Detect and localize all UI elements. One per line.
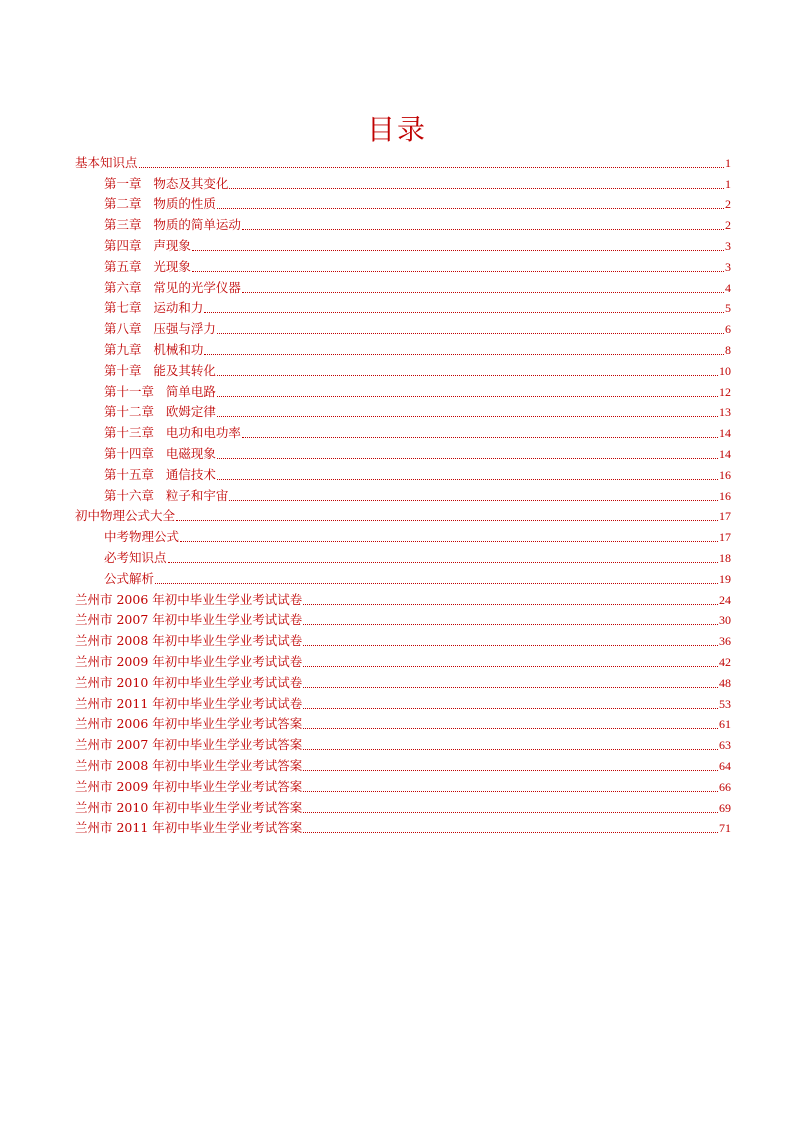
toc-entry-label: 兰州市 2010 年初中毕业生学业考试答案 [75,799,303,815]
toc-entry-label: 第十三章 电功和电功率 [104,425,241,441]
toc-entry-subsection[interactable] [75,545,731,566]
toc-entry-page-number: 30 [719,613,731,628]
toc-dot-leader [217,207,724,209]
toc-entry-subsection[interactable] [75,212,731,233]
toc-entry-page-number: 71 [719,821,731,836]
toc-entry-label: 兰州市 2006 年初中毕业生学业考试答案 [75,716,303,732]
toc-entry-subsection[interactable] [75,254,731,275]
toc-entry-section[interactable] [75,670,731,691]
toc-entry-page-number: 16 [719,488,731,503]
toc-dot-leader [303,686,718,688]
toc-entry-label: 兰州市 2011 年初中毕业生学业考试试卷 [75,695,303,711]
toc-entry-label: 中考物理公式 [104,529,180,545]
toc-entry-page-number: 24 [719,592,731,607]
toc-entry-page-number: 8 [725,342,731,357]
toc-dot-leader [217,457,718,459]
toc-entry-label: 第二章 物质的性质 [104,196,216,212]
toc-entry-subsection[interactable] [75,233,731,254]
toc-entry-section[interactable] [75,504,731,525]
toc-entry-page-number: 18 [719,550,731,565]
toc-dot-leader [303,811,718,813]
toc-entry-subsection[interactable] [75,400,731,421]
toc-entry-label: 兰州市 2009 年初中毕业生学业考试试卷 [75,653,303,669]
toc-entry-label: 第十五章 通信技术 [104,466,216,482]
toc-entry-page-number: 48 [719,675,731,690]
toc-entry-section[interactable] [75,712,731,733]
toc-entry-subsection[interactable] [75,296,731,317]
toc-entry-subsection[interactable] [75,192,731,213]
toc-entry-label: 第六章 常见的光学仪器 [104,279,241,295]
toc-entry-label: 基本知识点 [75,154,138,170]
toc-entry-label: 兰州市 2008 年初中毕业生学业考试试卷 [75,633,303,649]
toc-dot-leader [180,540,718,542]
toc-entry-section[interactable] [75,753,731,774]
toc-dot-leader [217,374,718,376]
toc-dot-leader [303,831,718,833]
toc-entry-subsection[interactable] [75,462,731,483]
toc-dot-leader [303,790,718,792]
toc-entry-label: 兰州市 2008 年初中毕业生学业考试答案 [75,757,303,773]
toc-entry-subsection[interactable] [75,483,731,504]
toc-entry-subsection[interactable] [75,171,731,192]
toc-dot-leader [303,603,718,605]
toc-entry-subsection[interactable] [75,337,731,358]
toc-entry-page-number: 64 [719,758,731,773]
toc-entry-label: 兰州市 2011 年初中毕业生学业考试答案 [75,820,303,836]
toc-entry-section[interactable] [75,691,731,712]
toc-entry-label: 第四章 声现象 [104,237,191,253]
toc-entry-section[interactable] [75,816,731,837]
toc-dot-leader [242,228,724,230]
toc-entry-page-number: 14 [719,426,731,441]
toc-entry-page-number: 3 [725,259,731,274]
toc-entry-label: 第七章 运动和力 [104,300,204,316]
toc-entry-label: 第十章 能及其转化 [104,362,216,378]
toc-dot-leader [192,270,724,272]
toc-dot-leader [229,187,724,189]
toc-dot-leader [242,436,718,438]
toc-entry-page-number: 6 [725,322,731,337]
toc-entry-section[interactable] [75,628,731,649]
toc-entry-label: 兰州市 2010 年初中毕业生学业考试试卷 [75,674,303,690]
toc-dot-leader [192,249,724,251]
toc-dot-leader [303,727,718,729]
toc-entry-section[interactable] [75,795,731,816]
toc-entry-label: 兰州市 2007 年初中毕业生学业考试试卷 [75,612,303,628]
toc-dot-leader [139,166,724,168]
toc-dot-leader [303,748,718,750]
toc-entry-page-number: 1 [725,176,731,191]
toc-entry-page-number: 10 [719,363,731,378]
toc-entry-page-number: 12 [719,384,731,399]
toc-dot-leader [229,499,718,501]
toc-entry-section[interactable] [75,649,731,670]
toc-entry-label: 第十一章 简单电路 [104,383,216,399]
toc-dot-leader [303,769,718,771]
toc-dot-leader [204,311,724,313]
toc-entry-label: 第十二章 欧姆定律 [104,404,216,420]
toc-entry-page-number: 53 [719,696,731,711]
toc-entry-label: 第九章 机械和功 [104,341,204,357]
toc-entry-label: 兰州市 2007 年初中毕业生学业考试答案 [75,737,303,753]
toc-entry-label: 第十四章 电磁现象 [104,445,216,461]
toc-entry-page-number: 2 [725,218,731,233]
toc-entry-page-number: 66 [719,779,731,794]
toc-entry-page-number: 5 [725,301,731,316]
toc-entry-label: 必考知识点 [104,549,167,565]
toc-entry-page-number: 61 [719,717,731,732]
toc-entry-section[interactable] [75,732,731,753]
toc-entry-page-number: 14 [719,446,731,461]
toc-entry-page-number: 42 [719,654,731,669]
toc-dot-leader [217,415,718,417]
toc-entry-label: 第十六章 粒子和宇宙 [104,487,229,503]
toc-entry-label: 兰州市 2009 年初中毕业生学业考试答案 [75,778,303,794]
toc-entry-subsection[interactable] [75,358,731,379]
toc-entry-subsection[interactable] [75,275,731,296]
toc-entry-page-number: 3 [725,238,731,253]
toc-dot-leader [217,395,718,397]
toc-dot-leader [303,623,718,625]
toc-dot-leader [217,478,718,480]
toc-entry-label: 公式解析 [104,570,155,586]
toc-entry-subsection[interactable] [75,379,731,400]
toc-dot-leader [155,582,718,584]
toc-entry-label: 第一章 物态及其变化 [104,175,229,191]
toc-entry-label: 初中物理公式大全 [75,508,176,524]
toc-entry-page-number: 4 [725,280,731,295]
toc-entry-page-number: 69 [719,800,731,815]
toc-dot-leader [204,353,724,355]
toc-entry-label: 第三章 物质的简单运动 [104,217,241,233]
toc-entry-section[interactable] [75,608,731,629]
toc-entry-subsection[interactable] [75,316,731,337]
toc-entry-subsection[interactable] [75,524,731,545]
toc-entry-label: 兰州市 2006 年初中毕业生学业考试试卷 [75,591,303,607]
toc-entry-subsection[interactable] [75,566,731,587]
toc-entry-page-number: 1 [725,155,731,170]
table-of-contents [75,150,731,836]
toc-entry-page-number: 19 [719,571,731,586]
toc-entry-section[interactable] [75,774,731,795]
toc-entry-page-number: 2 [725,197,731,212]
toc-entry-section[interactable] [75,587,731,608]
toc-entry-subsection[interactable] [75,420,731,441]
toc-entry-page-number: 63 [719,738,731,753]
toc-entry-page-number: 16 [719,467,731,482]
toc-entry-page-number: 17 [719,509,731,524]
toc-dot-leader [303,707,718,709]
toc-dot-leader [176,519,718,521]
toc-dot-leader [303,665,718,667]
toc-dot-leader [217,332,724,334]
toc-entry-label: 第五章 光现象 [104,258,191,274]
toc-entry-label: 第八章 压强与浮力 [104,321,216,337]
toc-dot-leader [303,644,718,646]
toc-entry-section[interactable] [75,150,731,171]
toc-entry-page-number: 13 [719,405,731,420]
toc-entry-page-number: 17 [719,530,731,545]
toc-dot-leader [242,291,724,293]
toc-entry-page-number: 36 [719,634,731,649]
toc-dot-leader [168,561,718,563]
toc-entry-subsection[interactable] [75,441,731,462]
page-title: 目录 [366,113,427,146]
